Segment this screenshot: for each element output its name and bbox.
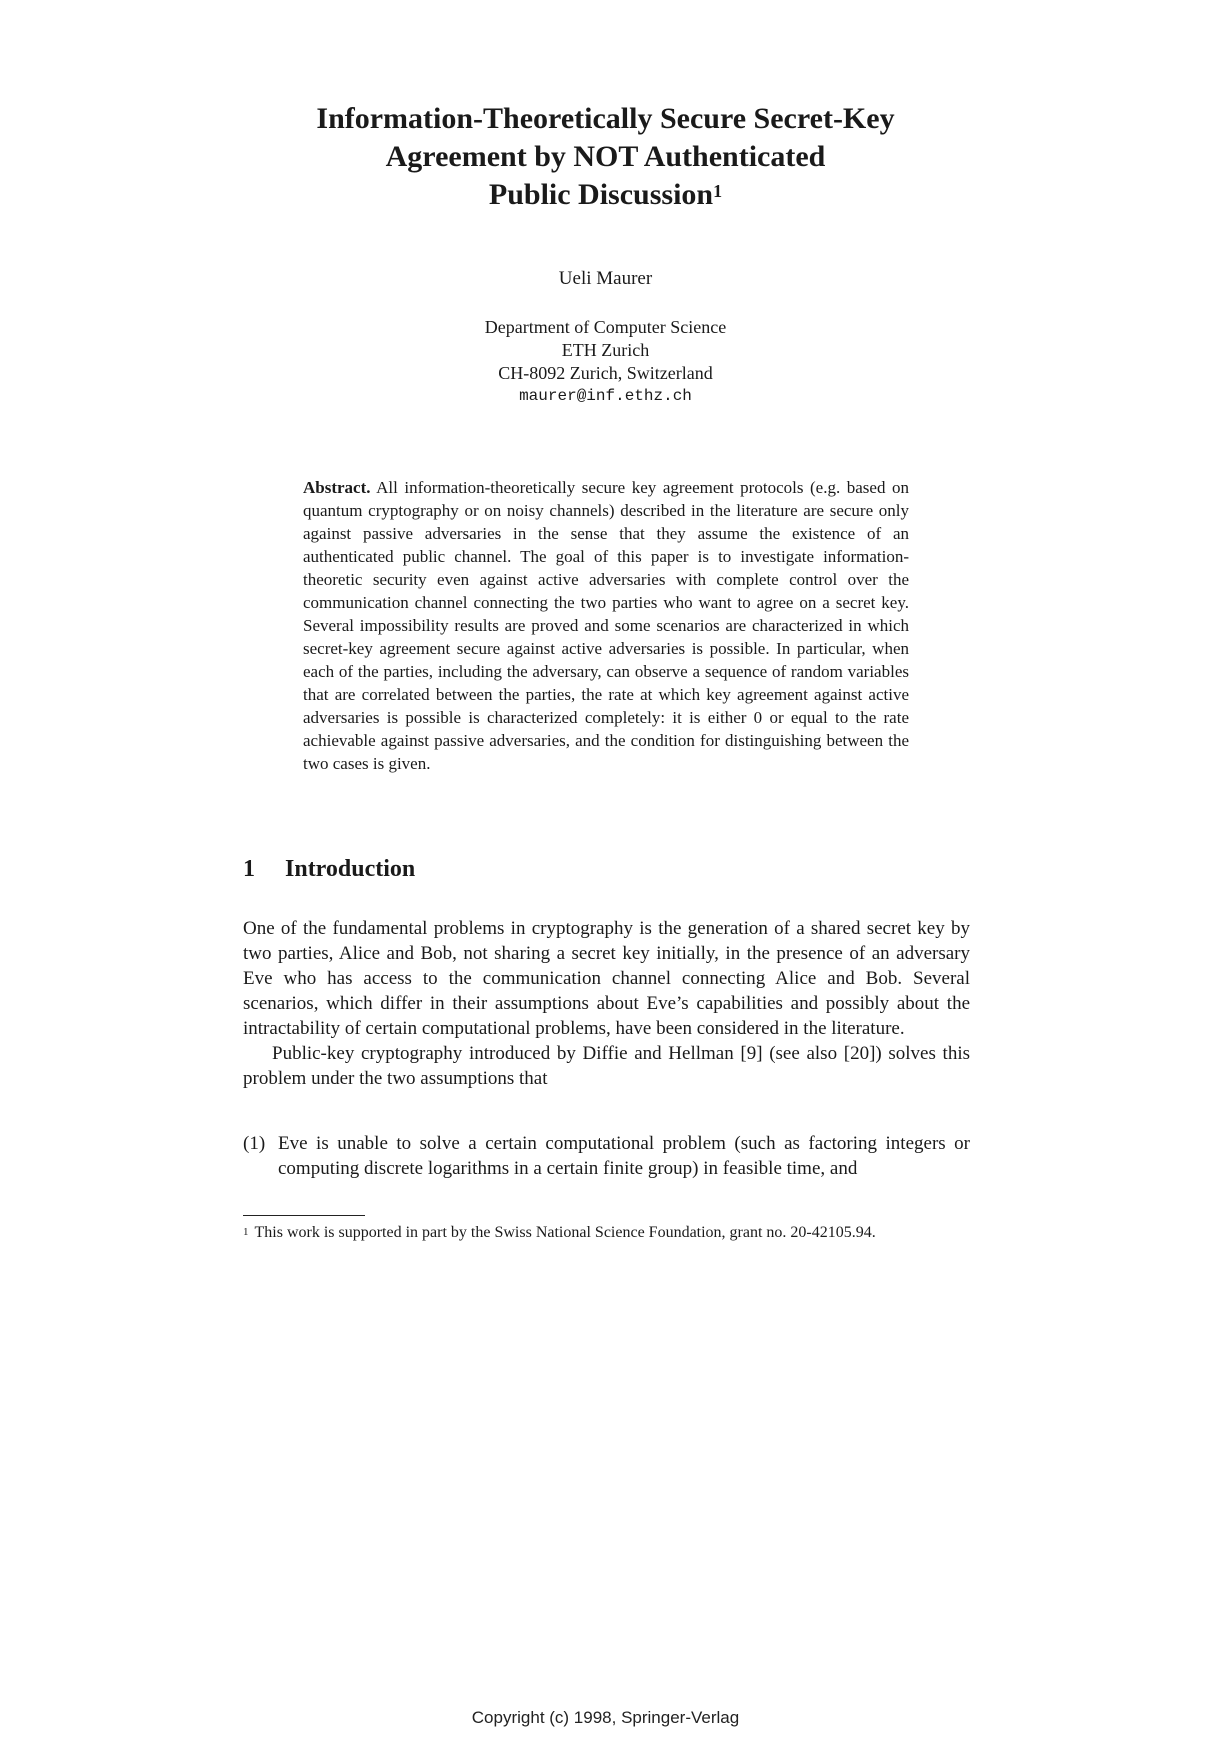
title-line-3-text: Public Discussion bbox=[488, 178, 714, 211]
author-name: Ueli Maurer bbox=[558, 268, 653, 289]
affiliation-department: Department of Computer Science bbox=[484, 317, 727, 337]
section-title: Introduction bbox=[285, 856, 416, 882]
footnote-text: This work is supported in part by the Swiss National Science Foundation, grant no. 20-42105.94. bbox=[254, 1224, 876, 1241]
paragraph-2: Public-key cryptography introduced by Diffie and Hellman [9] (see also [20]) solves this problem under the two assumptions that bbox=[243, 1043, 970, 1089]
paper-title bbox=[200, 100, 1011, 214]
paragraph-1: One of the fundamental problems in cryptography is the generation of a shared secret key by two parties, Alice and Bob, not sharing a secret key initially, in the presence of an adversary Eve who has access to the communication channel connecting Alice and Bob. Several scenarios, which differ in their assumptions about Eve’s capabilities and possibly about the intractability of certain computational problems, have been considered in the literature. bbox=[243, 918, 970, 1039]
affiliation-institution: ETH Zurich bbox=[561, 340, 650, 360]
affiliation-address: CH-8092 Zurich, Switzerland bbox=[498, 363, 713, 383]
section-number: 1 bbox=[243, 856, 255, 882]
body-text bbox=[243, 916, 970, 1091]
copyright-notice: Copyright (c) 1998, Springer-Verlag bbox=[471, 1708, 740, 1727]
footnote-mark: 1 bbox=[243, 1226, 249, 1238]
list-item-label: (1) bbox=[243, 1133, 266, 1154]
abstract bbox=[303, 476, 909, 775]
list-item bbox=[243, 1131, 970, 1181]
footnote bbox=[243, 1222, 970, 1243]
affiliation bbox=[200, 316, 1011, 408]
abstract-label: Abstract. bbox=[303, 478, 371, 497]
title-line-2: Agreement by NOT Authenticated bbox=[385, 140, 826, 173]
title-line-3 bbox=[200, 176, 1011, 214]
title-line-1: Information-Theoretically Secure Secret-Key bbox=[316, 102, 895, 135]
abstract-text: All information-theoretically secure key agreement protocols (e.g. based on quantum cryptography or on noisy channels) described in the literature are secure only against passive adversaries in the sense that they assume the existence of an authenticated public channel. The goal of this paper is to investigate information-theoretic security even against active adversaries with complete control over the communication channel connecting the two parties who want to agree on a secret key. Several impossibility results are proved and some scenarios are characterized in which secret-key agreement secure against active adversaries is possible. In particular, when each of the parties, including the adversary, can observe a sequence of random variables that are correlated between the parties, the rate at which key agreement against active adversaries is possible is characterized completely: it is either 0 or equal to the rate achievable against passive adversaries, and the condition for distinguishing between the two cases is given. bbox=[303, 478, 909, 773]
author-email: maurer@inf.ethz.ch bbox=[519, 387, 692, 405]
list-item-text: Eve is unable to solve a certain computational problem (such as factoring integers or computing discrete logarithms in a certain finite group) in feasible time, and bbox=[278, 1133, 970, 1179]
section-heading bbox=[243, 856, 415, 883]
footnote-divider bbox=[243, 1215, 365, 1216]
title-footnote-mark: 1 bbox=[713, 181, 723, 201]
